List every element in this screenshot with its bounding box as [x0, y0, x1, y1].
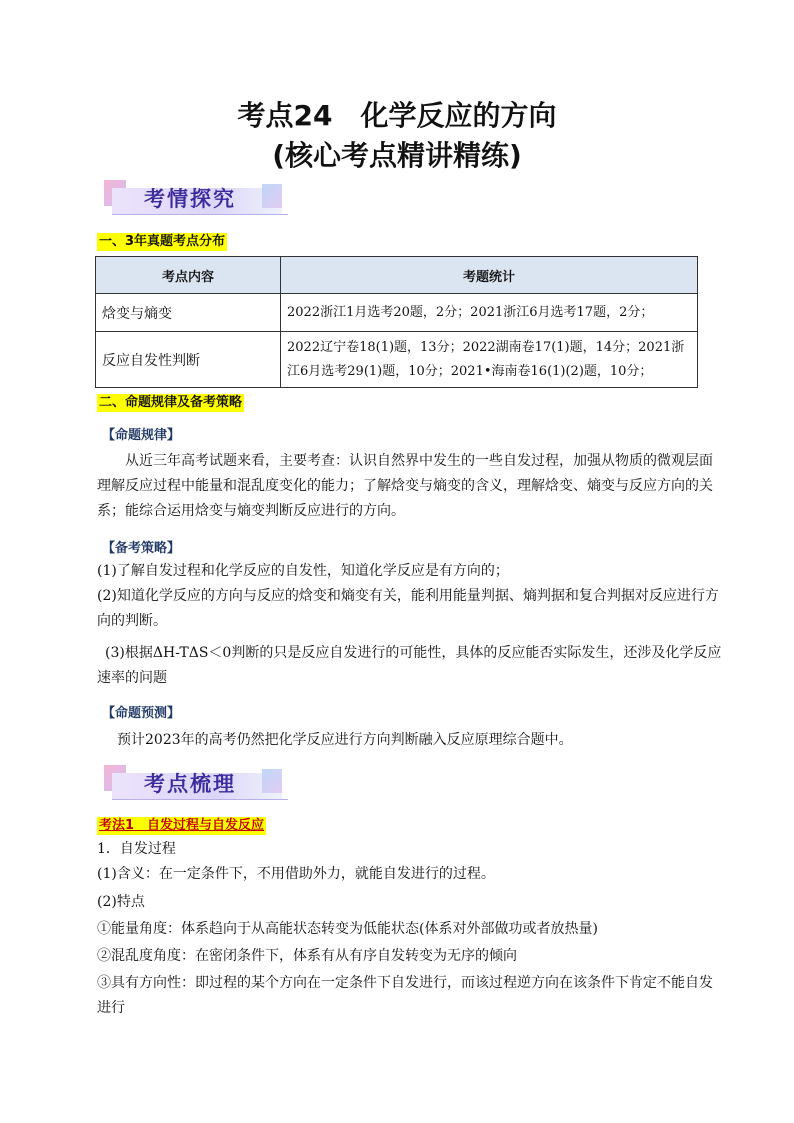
section2-heading: 二、命题规律及备考策略 — [99, 395, 243, 410]
content-line: (1)含义：在一定条件下，不用借助外力，就能自发进行的过程。 — [97, 866, 495, 882]
strategy-item: (3)根据ΔH-TΔS＜0判断的只是反应自发进行的可能性，具体的反应能否实际发生，还涉及化学反应速率的问题 — [97, 645, 722, 686]
strategy-item: (1)了解自发过程和化学反应的自发性，知道化学反应是有方向的； — [97, 563, 509, 579]
content-line: ③具有方向性：即过程的某个方向在一定条件下自发进行，而该过程逆方向在该条件下肯定不能自发进行 — [97, 975, 713, 1016]
method-heading-text: 考法1 自发过程与自发反应 — [99, 818, 265, 833]
table-cell-topic: 反应自发性判断 — [96, 332, 281, 388]
page-title: 考点24 化学反应的方向 — [237, 99, 557, 132]
strategy-label: 【备考策略】 — [102, 541, 181, 556]
table-header-topic: 考点内容 — [96, 257, 281, 294]
table-cell-stats: 2022浙江1月选考20题，2分；2021浙江6月选考17题，2分； — [281, 294, 698, 332]
content-line: ②混乱度角度：在密闭条件下，体系有从有序自发转变为无序的倾向 — [97, 948, 517, 964]
content-line: 1．自发过程 — [97, 841, 176, 857]
section-banner-exam-analysis — [104, 180, 290, 216]
exam-distribution-table — [95, 256, 698, 388]
decor-square-right — [262, 184, 282, 208]
table-row — [96, 332, 698, 388]
content-line: ①能量角度：体系趋向于从高能状态转变为低能状态(体系对外部做功或者放热量) — [97, 921, 598, 937]
rule-label: 【命题规律】 — [102, 428, 181, 443]
banner-underline — [112, 799, 288, 800]
table-cell-stats: 2022辽宁卷18(1)题，13分；2022湖南卷17(1)题，14分；2021浙江6月选考29(1)题，10分；2021•海南卷16(1)(2)题，10分； — [281, 332, 698, 388]
section-banner-key-points — [104, 765, 290, 801]
banner-label: 考点梳理 — [144, 772, 236, 796]
table-header-stats: 考题统计 — [281, 257, 698, 294]
table-row — [96, 294, 698, 332]
table-header-row — [96, 257, 698, 294]
content-line: (2)特点 — [97, 894, 145, 910]
table-cell-topic: 焓变与熵变 — [96, 294, 281, 332]
method-heading — [97, 817, 266, 835]
page-subtitle: (核心考点精讲精练) — [272, 139, 522, 172]
banner-underline — [112, 214, 288, 215]
predict-label: 【命题预测】 — [102, 706, 181, 721]
decor-square-right — [262, 769, 282, 793]
predict-paragraph: 预计2023年的高考仍然把化学反应进行方向判断融入反应原理综合题中。 — [117, 732, 573, 748]
strategy-item: (2)知道化学反应的方向与反应的焓变和熵变有关，能利用能量判据、熵判据和复合判据对反应进行方向的判断。 — [97, 588, 719, 629]
rule-paragraph: 从近三年高考试题来看，主要考查：认识自然界中发生的一些自发过程，加强从物质的微观层面理解反应过程中能量和混乱度变化的能力；了解焓变与熵变的含义，理解焓变、熵变与反应方向的关系；能综合运用焓变与熵变判断反应进行的方向。 — [97, 453, 713, 519]
section1-heading: 一、3年真题考点分布 — [99, 234, 226, 249]
banner-label: 考情探究 — [144, 187, 236, 211]
